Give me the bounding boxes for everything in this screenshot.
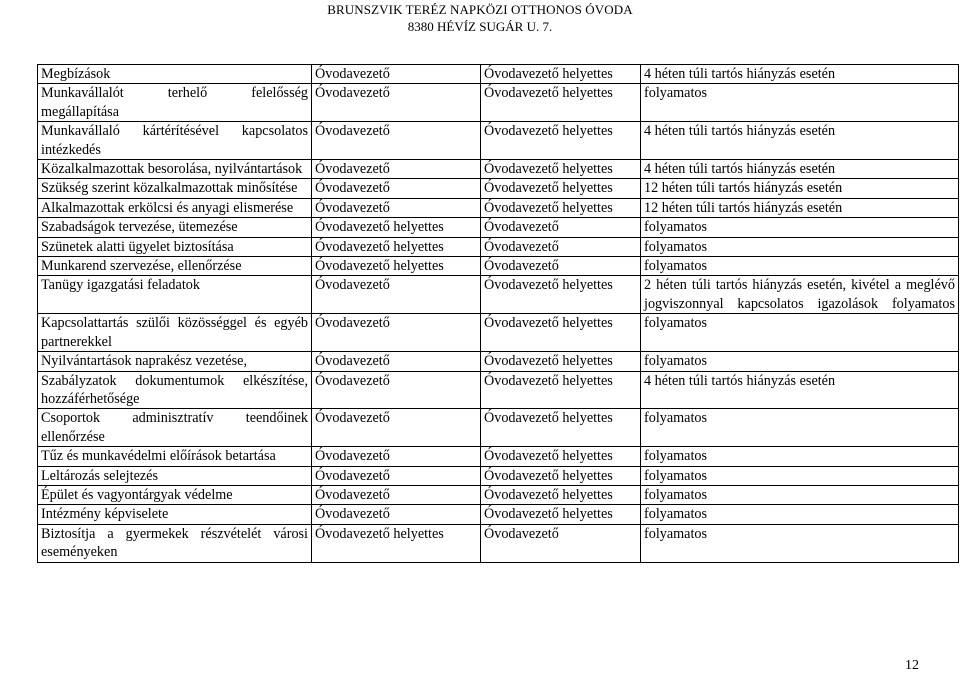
condition-cell: folyamatos	[641, 466, 959, 485]
condition-cell: folyamatos	[641, 257, 959, 276]
table-row	[38, 371, 959, 409]
responsible-cell: Óvodavezető	[312, 466, 481, 485]
task-cell: Intézmény képviselete	[38, 505, 312, 524]
responsible-cell: Óvodavezető	[312, 505, 481, 524]
condition-cell: 4 héten túli tartós hiányzás esetén	[641, 122, 959, 160]
condition-cell: folyamatos	[641, 485, 959, 504]
responsible-cell: Óvodavezető	[312, 84, 481, 122]
responsibility-table	[37, 64, 959, 563]
condition-cell: 12 héten túli tartós hiányzás esetén	[641, 179, 959, 198]
responsible-cell: Óvodavezető	[312, 409, 481, 447]
table-row	[38, 466, 959, 485]
substitute-cell: Óvodavezető helyettes	[481, 485, 641, 504]
task-cell: Tanügy igazgatási feladatok	[38, 276, 312, 314]
responsible-cell: Óvodavezető	[312, 122, 481, 160]
task-cell: Csoportok adminisztratív teendőinek ellenőrzése	[38, 409, 312, 447]
condition-cell: folyamatos	[641, 352, 959, 371]
task-cell: Szabályzatok dokumentumok elkészítése, hozzáférhetősége	[38, 371, 312, 409]
task-cell: Kapcsolattartás szülői közösséggel és egyéb partnerekkel	[38, 314, 312, 352]
condition-cell: folyamatos	[641, 237, 959, 256]
responsible-cell: Óvodavezető	[312, 198, 481, 217]
task-cell: Közalkalmazottak besorolása, nyilvántartások	[38, 160, 312, 179]
table-row	[38, 524, 959, 562]
condition-cell: folyamatos	[641, 409, 959, 447]
task-cell: Tűz és munkavédelmi előírások betartása	[38, 447, 312, 466]
responsible-cell: Óvodavezető helyettes	[312, 218, 481, 237]
substitute-cell: Óvodavezető	[481, 257, 641, 276]
substitute-cell: Óvodavezető	[481, 524, 641, 562]
institution-name: BRUNSZVIK TERÉZ NAPKÖZI OTTHONOS ÓVODA	[327, 2, 633, 17]
table-row	[38, 84, 959, 122]
substitute-cell: Óvodavezető helyettes	[481, 447, 641, 466]
task-cell: Nyilvántartások naprakész vezetése,	[38, 352, 312, 371]
substitute-cell: Óvodavezető helyettes	[481, 160, 641, 179]
substitute-cell: Óvodavezető helyettes	[481, 505, 641, 524]
responsible-cell: Óvodavezető	[312, 160, 481, 179]
substitute-cell: Óvodavezető helyettes	[481, 198, 641, 217]
substitute-cell: Óvodavezető helyettes	[481, 179, 641, 198]
task-cell: Munkarend szervezése, ellenőrzése	[38, 257, 312, 276]
page-number: 12	[905, 658, 919, 673]
responsible-cell: Óvodavezető	[312, 179, 481, 198]
task-cell: Szünetek alatti ügyelet biztosítása	[38, 237, 312, 256]
responsible-cell: Óvodavezető	[312, 352, 481, 371]
institution-address: 8380 HÉVÍZ SUGÁR U. 7.	[407, 19, 553, 34]
condition-cell: folyamatos	[641, 505, 959, 524]
substitute-cell: Óvodavezető helyettes	[481, 122, 641, 160]
task-cell: Leltározás selejtezés	[38, 466, 312, 485]
table-row	[38, 352, 959, 371]
table-row	[38, 314, 959, 352]
substitute-cell: Óvodavezető helyettes	[481, 352, 641, 371]
substitute-cell: Óvodavezető helyettes	[481, 65, 641, 84]
condition-cell: 2 héten túli tartós hiányzás esetén, kivétel a meglévő jogviszonnyal kapcsolatos igazolások folyamatos	[641, 276, 959, 314]
task-cell: Biztosítja a gyermekek részvételét városi eseményeken	[38, 524, 312, 562]
table-row	[38, 447, 959, 466]
substitute-cell: Óvodavezető helyettes	[481, 84, 641, 122]
substitute-cell: Óvodavezető helyettes	[481, 409, 641, 447]
table-row	[38, 218, 959, 237]
task-cell: Szabadságok tervezése, ütemezése	[38, 218, 312, 237]
condition-cell: folyamatos	[641, 447, 959, 466]
responsible-cell: Óvodavezető	[312, 314, 481, 352]
task-cell: Megbízások	[38, 65, 312, 84]
table-row	[38, 505, 959, 524]
table-row	[38, 122, 959, 160]
condition-cell: folyamatos	[641, 524, 959, 562]
responsible-cell: Óvodavezető	[312, 371, 481, 409]
substitute-cell: Óvodavezető	[481, 218, 641, 237]
table-row	[38, 179, 959, 198]
table-row	[38, 276, 959, 314]
task-cell: Épület és vagyontárgyak védelme	[38, 485, 312, 504]
substitute-cell: Óvodavezető helyettes	[481, 276, 641, 314]
condition-cell: 4 héten túli tartós hiányzás esetén	[641, 160, 959, 179]
substitute-cell: Óvodavezető helyettes	[481, 371, 641, 409]
task-cell: Munkavállaló kártérítésével kapcsolatos intézkedés	[38, 122, 312, 160]
condition-cell: 4 héten túli tartós hiányzás esetén	[641, 371, 959, 409]
table-row	[38, 485, 959, 504]
table-row	[38, 160, 959, 179]
substitute-cell: Óvodavezető	[481, 237, 641, 256]
substitute-cell: Óvodavezető helyettes	[481, 466, 641, 485]
task-cell: Munkavállalót terhelő felelősség megállapítása	[38, 84, 312, 122]
table-row	[38, 257, 959, 276]
responsible-cell: Óvodavezető	[312, 65, 481, 84]
responsible-cell: Óvodavezető helyettes	[312, 237, 481, 256]
substitute-cell: Óvodavezető helyettes	[481, 314, 641, 352]
table-row	[38, 65, 959, 84]
responsible-cell: Óvodavezető helyettes	[312, 257, 481, 276]
responsible-cell: Óvodavezető helyettes	[312, 524, 481, 562]
condition-cell: 4 héten túli tartós hiányzás esetén	[641, 65, 959, 84]
responsible-cell: Óvodavezető	[312, 447, 481, 466]
table-row	[38, 237, 959, 256]
condition-cell: folyamatos	[641, 314, 959, 352]
responsible-cell: Óvodavezető	[312, 276, 481, 314]
table-row	[38, 409, 959, 447]
task-cell: Szükség szerint közalkalmazottak minősítése	[38, 179, 312, 198]
condition-cell: 12 héten túli tartós hiányzás esetén	[641, 198, 959, 217]
document-header	[0, 0, 960, 35]
responsible-cell: Óvodavezető	[312, 485, 481, 504]
condition-cell: folyamatos	[641, 218, 959, 237]
table-row	[38, 198, 959, 217]
condition-cell: folyamatos	[641, 84, 959, 122]
task-cell: Alkalmazottak erkölcsi és anyagi elismerése	[38, 198, 312, 217]
